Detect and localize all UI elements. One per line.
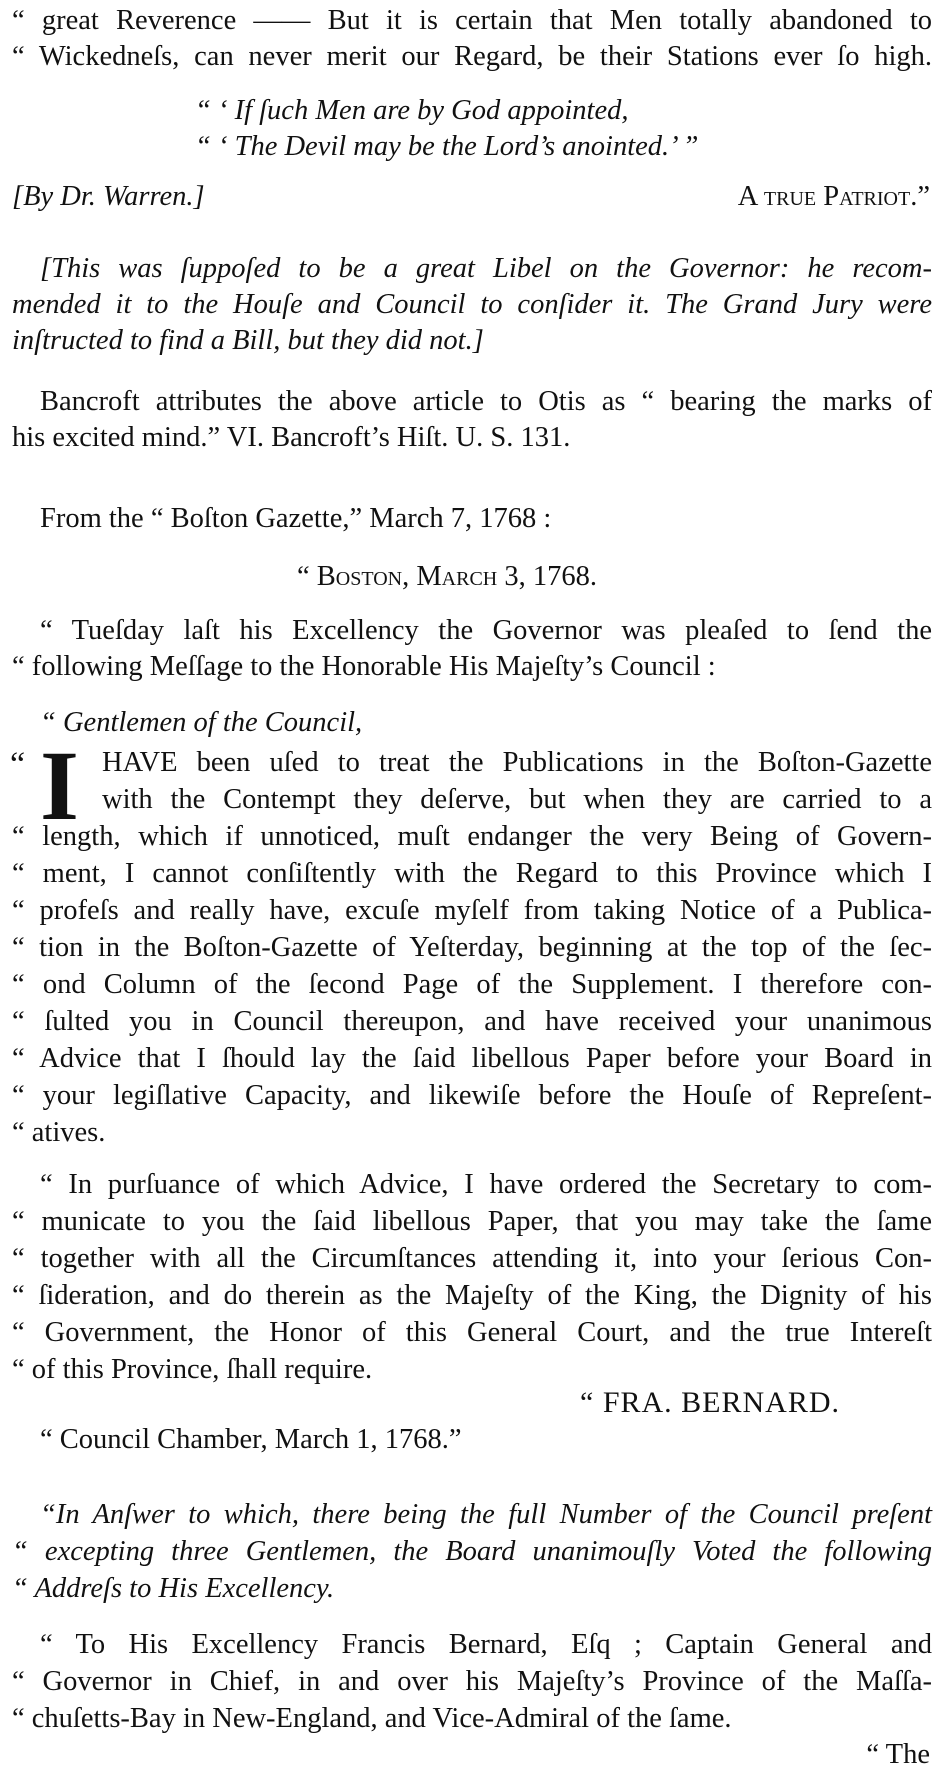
text-line: “ Governor in Chief, in and over his Majeſty’s Province of the Maſſa-: [12, 1666, 932, 1697]
signature: “ FRA. BERNARD.: [580, 1386, 841, 1419]
text-line: “ chuſetts-Bay in New-England, and Vice-Admiral of the ſame.: [12, 1703, 732, 1734]
text-line: “ excepting three Gentlemen, the Board unanimouſly Voted the following: [12, 1536, 932, 1567]
text-line: “ Advice that I ſhould lay the ſaid libellous Paper before your Board in: [12, 1043, 932, 1074]
text-line: “ ond Column of the ſecond Page of the Supplement. I therefore con-: [12, 969, 932, 1000]
text-line: “ Wickedneſs, can never merit our Regard, be their Stations ever ſo high.: [12, 41, 932, 72]
text-line: “ following Meſſage to the Honorable His Majeſty’s Council :: [12, 651, 716, 682]
verse-line: “ ‘ The Devil may be the Lord’s anointed.’ ”: [195, 131, 699, 162]
text-line: “ profeſs and really have, excuſe myſelf from taking Notice of a Publica-: [12, 895, 932, 926]
quote-mark: “: [10, 746, 26, 783]
editor-note: inſtructed to find a Bill, but they did not.]: [12, 325, 484, 356]
text-line: “ your legiſlative Capacity, and likewiſe before the Houſe of Repreſent-: [12, 1080, 932, 1111]
text-line: “ of this Province, ſhall require.: [12, 1354, 373, 1385]
editor-note: [This was ſuppoſed to be a great Libel on the Governor: he recom-: [40, 253, 932, 284]
text-line: “ ſideration, and do therein as the Majeſty of the King, the Dignity of his: [12, 1280, 932, 1311]
text-line: “ length, which if unnoticed, muſt endanger the very Being of Govern-: [12, 821, 932, 852]
dateline: “ Council Chamber, March 1, 1768.”: [40, 1424, 462, 1455]
text-line: “ great Reverence —— But it is certain that Men totally abandoned to: [12, 5, 932, 36]
text-line: “In Anſwer to which, there being the full Number of the Council preſent: [40, 1499, 932, 1530]
drop-cap: I: [40, 730, 79, 841]
text-line: “ Addreſs to His Excellency.: [12, 1573, 335, 1604]
attribution: [By Dr. Warren.]: [12, 181, 205, 212]
text-line: “ tion in the Boſton-Gazette of Yeſterday, beginning at the top of the ſec-: [12, 932, 932, 963]
text-line: “ In purſuance of which Advice, I have ordered the Secretary to com-: [40, 1169, 932, 1200]
text-line: “ Government, the Honor of this General Court, and the true Intereſt: [12, 1317, 932, 1348]
text-line: “ Tueſday laſt his Excellency the Governor was pleaſed to ſend the: [40, 615, 932, 646]
text-line: “ atives.: [12, 1117, 106, 1148]
signature: A true Patriot.”: [737, 181, 930, 212]
commentary-line: Bancroft attributes the above article to Otis as “ bearing the marks of: [40, 386, 932, 417]
text-line: “ ment, I cannot conſiſtently with the Regard to this Province which I: [12, 858, 932, 889]
editor-note: mended it to the Houſe and Council to conſider it. The Grand Jury were: [12, 289, 932, 320]
dateline: “ Boston, March 3, 1768.: [297, 561, 597, 592]
salutation: “ Gentlemen of the Council,: [40, 707, 363, 738]
text-line: “ together with all the Circumſtances attending it, into your ſerious Con-: [12, 1243, 932, 1274]
text-line: “ municate to you the ſaid libellous Paper, that you may take the ſame: [12, 1206, 932, 1237]
text-line: HAVE been uſed to treat the Publications in the Boſton-Gazette: [102, 747, 932, 778]
source-heading: From the “ Boſton Gazette,” March 7, 1768 :: [40, 503, 552, 534]
verse-line: “ ‘ If ſuch Men are by God appointed,: [195, 95, 629, 126]
catchword: “ The: [866, 1739, 930, 1770]
commentary-line: his excited mind.” VI. Bancroft’s Hiſt. U. S. 131.: [12, 422, 571, 453]
text-line: “ ſulted you in Council thereupon, and have received your unanimous: [12, 1006, 932, 1037]
text-line: with the Contempt they deſerve, but when they are carried to a: [102, 784, 932, 815]
text-line: “ To His Excellency Francis Bernard, Eſq ; Captain General and: [40, 1629, 932, 1660]
